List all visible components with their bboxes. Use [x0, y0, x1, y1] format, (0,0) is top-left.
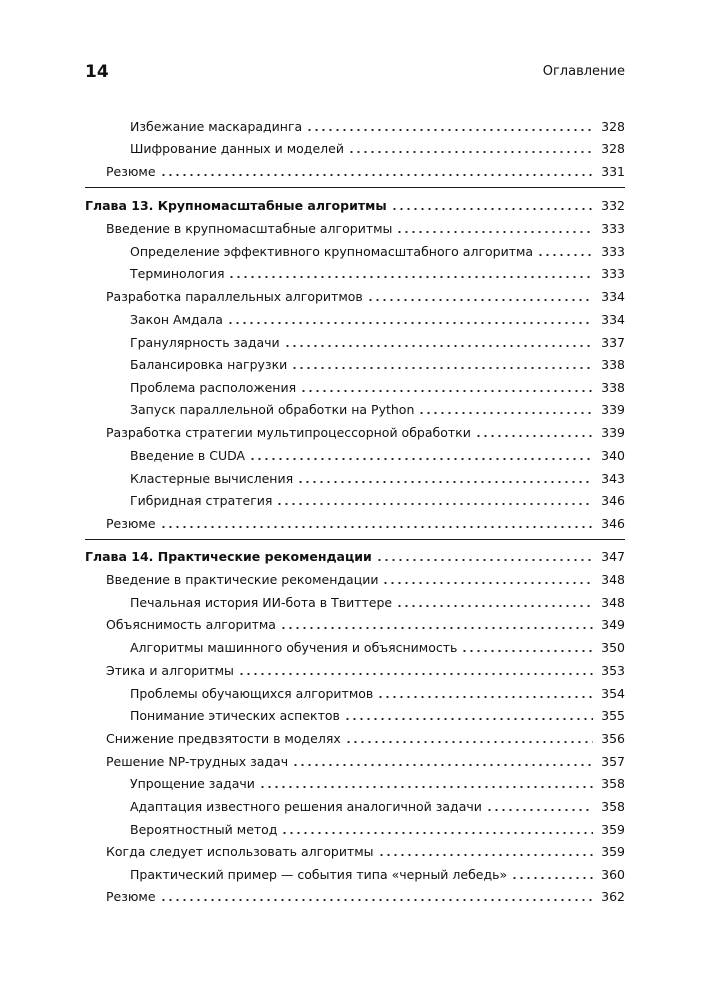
toc-entry-page: 359: [601, 822, 625, 837]
dot-leader: [396, 605, 593, 607]
dot-leader: [396, 231, 593, 233]
dot-leader: [306, 129, 593, 131]
toc-entry-page: 338: [601, 357, 625, 372]
toc-entry-title: Упрощение задачи: [130, 776, 255, 791]
toc-entry[interactable]: [106, 613, 625, 633]
toc-chapter-entry[interactable]: [85, 194, 625, 214]
toc-entry[interactable]: [130, 467, 625, 487]
toc-entry-page: 348: [601, 595, 625, 610]
running-title: Оглавление: [542, 64, 625, 79]
toc-entry-title: Когда следует использовать алгоритмы: [106, 844, 374, 859]
dot-leader: [284, 345, 593, 347]
toc-entry-page: 333: [601, 266, 625, 281]
toc-entry-title: Глава 14. Практические рекомендации: [85, 549, 372, 564]
toc-entry-page: 348: [601, 572, 625, 587]
dot-leader: [238, 673, 593, 675]
toc-entry-page: 338: [601, 380, 625, 395]
toc-entry[interactable]: [130, 636, 625, 656]
toc-entry[interactable]: [106, 160, 625, 180]
toc-entry[interactable]: [130, 240, 625, 260]
dot-leader: [249, 458, 593, 460]
dot-leader: [300, 390, 593, 392]
dot-leader: [461, 650, 593, 652]
toc-entry[interactable]: [130, 704, 625, 724]
dot-leader: [297, 481, 593, 483]
toc-entry-title: Гранулярность задачи: [130, 335, 280, 350]
toc-entry[interactable]: [106, 659, 625, 679]
toc-entry-title: Терминология: [130, 266, 225, 281]
toc-entry[interactable]: [106, 285, 625, 305]
toc-entry-page: 356: [601, 731, 625, 746]
toc-entry-page: 333: [601, 244, 625, 259]
toc-entry-page: 346: [601, 493, 625, 508]
toc-entry-page: 332: [601, 198, 625, 213]
toc-entry[interactable]: [130, 818, 625, 838]
toc-entry-page: 340: [601, 448, 625, 463]
toc-entry-page: 346: [601, 516, 625, 531]
toc-entry[interactable]: [130, 262, 625, 282]
toc-entry[interactable]: [106, 217, 625, 237]
toc-entry-page: 362: [601, 889, 625, 904]
toc-entry-page: 331: [601, 164, 625, 179]
toc-entry-page: 334: [601, 289, 625, 304]
toc-entry-title: Введение в CUDA: [130, 448, 246, 463]
dot-leader: [486, 809, 593, 811]
toc-chapter-entry[interactable]: [85, 545, 625, 565]
dot-leader: [418, 412, 593, 414]
dot-leader: [291, 367, 593, 369]
toc-entry-page: 349: [601, 617, 625, 632]
dot-leader: [378, 854, 593, 856]
toc-entry-page: 358: [601, 776, 625, 791]
toc-entry-page: 339: [601, 402, 625, 417]
dot-leader: [377, 696, 593, 698]
toc-entry-title: Введение в крупномасштабные алгоритмы: [106, 221, 393, 236]
toc-entry-page: 343: [601, 471, 625, 486]
dot-leader: [228, 276, 593, 278]
toc-entry-title: Разработка стратегии мультипроцессорной обработки: [106, 425, 471, 440]
toc-entry[interactable]: [130, 795, 625, 815]
toc-entry-title: Понимание этических аспектов: [130, 708, 340, 723]
toc-entry-title: Проблема расположения: [130, 380, 297, 395]
toc-entry-page: 360: [601, 867, 625, 882]
toc-entry-page: 334: [601, 312, 625, 327]
toc-entry-page: 358: [601, 799, 625, 814]
toc-entry-page: 359: [601, 844, 625, 859]
dot-leader: [382, 582, 593, 584]
dot-leader: [276, 503, 593, 505]
toc-entry[interactable]: [106, 840, 625, 860]
toc-entry-page: 355: [601, 708, 625, 723]
page-number: 14: [85, 62, 109, 82]
toc-entry-title: Вероятностный метод: [130, 822, 278, 837]
chapter-divider: [85, 187, 625, 188]
toc-entry-title: Решение NP-трудных задач: [106, 754, 289, 769]
toc-entry[interactable]: [106, 568, 625, 588]
toc-entry-page: 333: [601, 221, 625, 236]
dot-leader: [160, 526, 593, 528]
toc-entry-title: Практический пример — события типа «черный лебедь»: [130, 867, 508, 882]
toc-entry-page: 337: [601, 335, 625, 350]
toc-entry[interactable]: [130, 863, 625, 883]
toc-entry[interactable]: [130, 115, 625, 135]
dot-leader: [160, 174, 593, 176]
dot-leader: [511, 877, 593, 879]
dot-leader: [345, 741, 593, 743]
toc-entry-title: Шифрование данных и моделей: [130, 141, 344, 156]
dot-leader: [367, 299, 593, 301]
toc-entry-page: 353: [601, 663, 625, 678]
toc-entry-page: 347: [601, 549, 625, 564]
toc-entry-title: Объяснимость алгоритма: [106, 617, 276, 632]
toc-entry-title: Этика и алгоритмы: [106, 663, 234, 678]
toc-entry[interactable]: [130, 591, 625, 611]
toc-entry[interactable]: [106, 512, 625, 532]
toc-entry-title: Определение эффективного крупномасштабного алгоритма: [130, 244, 534, 259]
toc-entry[interactable]: [106, 421, 625, 441]
toc-entry[interactable]: [130, 772, 625, 792]
toc-entry[interactable]: [130, 331, 625, 351]
toc-entry-title: Проблемы обучающихся алгоритмов: [130, 686, 374, 701]
toc-entry[interactable]: [130, 353, 625, 373]
dot-leader: [475, 435, 593, 437]
toc-entry-title: Снижение предвзятости в моделях: [106, 731, 341, 746]
toc-entry[interactable]: [106, 727, 625, 747]
toc-entry-title: Резюме: [106, 516, 156, 531]
toc-entry-page: 350: [601, 640, 625, 655]
dot-leader: [391, 208, 593, 210]
toc-entry-title: Гибридная стратегия: [130, 493, 273, 508]
dot-leader: [292, 764, 593, 766]
toc-entry[interactable]: [130, 489, 625, 509]
toc-entry[interactable]: [130, 398, 625, 418]
chapter-divider: [85, 539, 625, 540]
toc-entry-page: 339: [601, 425, 625, 440]
toc-entry[interactable]: [130, 137, 625, 157]
dot-leader: [376, 559, 593, 561]
toc-entry-title: Закон Амдала: [130, 312, 223, 327]
dot-leader: [348, 151, 593, 153]
toc-entry-title: Кластерные вычисления: [130, 471, 294, 486]
toc-entry-title: Балансировка нагрузки: [130, 357, 288, 372]
toc-entry[interactable]: [106, 750, 625, 770]
toc-entry[interactable]: [130, 376, 625, 396]
toc-entry-page: 354: [601, 686, 625, 701]
toc-entry[interactable]: [106, 885, 625, 905]
dot-leader: [344, 718, 593, 720]
toc-entry-title: Разработка параллельных алгоритмов: [106, 289, 363, 304]
toc-entry-title: Печальная история ИИ-бота в Твиттере: [130, 595, 393, 610]
dot-leader: [160, 899, 593, 901]
dot-leader: [227, 322, 593, 324]
toc-entry-title: Резюме: [106, 889, 156, 904]
toc-entry[interactable]: [130, 308, 625, 328]
toc-entry-title: Запуск параллельной обработки на Python: [130, 402, 415, 417]
toc-entry-title: Глава 13. Крупномасштабные алгоритмы: [85, 198, 387, 213]
table-of-contents: [85, 0, 625, 1001]
dot-leader: [537, 254, 593, 256]
dot-leader: [280, 627, 593, 629]
toc-entry-title: Резюме: [106, 164, 156, 179]
toc-entry-title: Адаптация известного решения аналогичной задачи: [130, 799, 482, 814]
toc-entry-title: Алгоритмы машинного обучения и объяснимость: [130, 640, 458, 655]
dot-leader: [259, 786, 593, 788]
toc-entry-page: 328: [601, 119, 625, 134]
toc-entry[interactable]: [130, 444, 625, 464]
toc-entry-title: Введение в практические рекомендации: [106, 572, 379, 587]
toc-entry-title: Избежание маскарадинга: [130, 119, 303, 134]
toc-entry-page: 328: [601, 141, 625, 156]
toc-entry-page: 357: [601, 754, 625, 769]
dot-leader: [281, 832, 593, 834]
toc-entry[interactable]: [130, 682, 625, 702]
